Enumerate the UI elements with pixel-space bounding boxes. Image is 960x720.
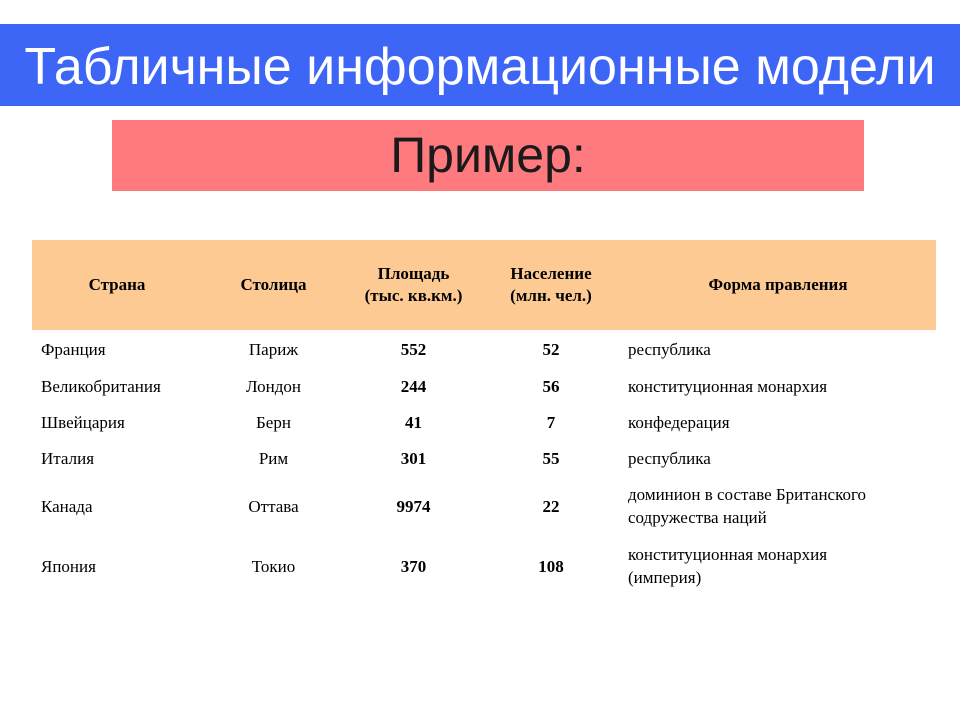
table-row [32, 330, 936, 368]
cell-capital: Берн [256, 412, 291, 432]
cell-capital: Рим [258, 448, 289, 468]
cell-capital: Токио [251, 556, 296, 576]
cell-government [620, 368, 936, 404]
table-header-row [32, 240, 936, 330]
cell-country: Швейцария [41, 412, 125, 432]
cell-area: 244 [400, 376, 427, 396]
cell-capital: Париж [248, 339, 299, 359]
cell-government-line2: содружества наций [628, 508, 767, 527]
table-row [32, 536, 936, 596]
cell-population: 55 [542, 448, 560, 468]
cell-population: 52 [542, 339, 560, 359]
header-population-line1: Население [510, 264, 592, 283]
cell-population: 56 [542, 376, 560, 396]
table-row [32, 368, 936, 404]
cell-government-line2: (империя) [628, 568, 702, 587]
cell-government [620, 440, 936, 476]
cell-government [620, 476, 936, 536]
cell-country: Канада [41, 496, 93, 516]
table-row [32, 404, 936, 440]
subtitle-box [112, 120, 864, 191]
header-area [345, 240, 482, 330]
subtitle: Пример: [390, 127, 586, 183]
countries-table [32, 240, 936, 596]
cell-area: 9974 [396, 496, 431, 516]
cell-country: Франция [41, 339, 106, 359]
header-population [482, 240, 620, 330]
cell-area: 41 [405, 412, 422, 432]
cell-government-line1: конституционная монархия [628, 545, 828, 564]
cell-government-line1: республика [628, 339, 711, 359]
cell-capital: Оттава [248, 496, 299, 516]
cell-area: 370 [400, 556, 427, 576]
cell-area: 301 [400, 448, 427, 468]
cell-government-line1: республика [628, 448, 711, 468]
header-capital: Столица [240, 275, 307, 294]
cell-population: 22 [542, 496, 560, 516]
header-government: Форма правления [708, 275, 848, 294]
cell-population: 7 [546, 412, 556, 432]
cell-government-line1: доминион в составе Британского [628, 485, 867, 504]
table-row [32, 440, 936, 476]
cell-government [620, 330, 936, 368]
cell-population: 108 [538, 556, 564, 576]
data-table-wrap [32, 240, 936, 596]
cell-country: Япония [41, 556, 96, 576]
cell-government [620, 536, 936, 596]
cell-area: 552 [400, 339, 427, 359]
header-population-line2: (млн. чел.) [510, 286, 592, 305]
header-area-line2: (тыс. кв.км.) [364, 286, 463, 305]
cell-country: Италия [41, 448, 95, 468]
header-area-line1: Площадь [377, 264, 450, 283]
header-country: Страна [88, 275, 146, 294]
table-row [32, 476, 936, 536]
cell-government-line1: конфедерация [628, 412, 730, 432]
cell-country: Великобритания [41, 376, 161, 396]
cell-government [620, 404, 936, 440]
page-title: Табличные информационные модели [24, 38, 936, 96]
cell-government-line1: конституционная монархия [628, 376, 828, 396]
cell-capital: Лондон [246, 376, 301, 396]
